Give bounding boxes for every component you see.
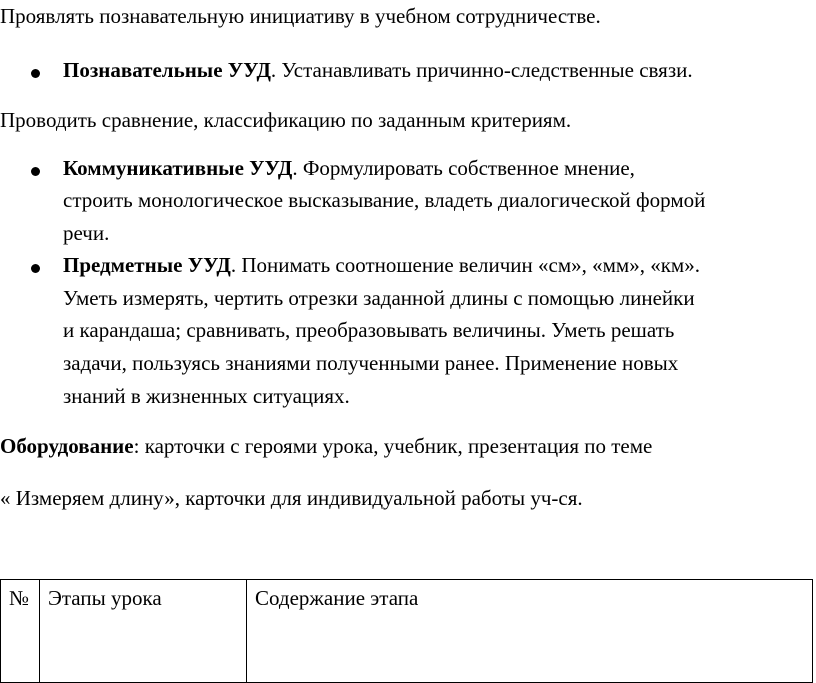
- equipment-line-2: « Измеряем длину», карточки для индивидуальной работы уч-ся.: [0, 486, 583, 510]
- bullet-communicative-title: Коммуникативные УУД: [63, 156, 293, 180]
- bullet-communicative-text-3: речи.: [63, 221, 110, 245]
- bullet-subject-text-5: знаний в жизненных ситуациях.: [63, 384, 350, 408]
- bullet-dot-icon: [31, 69, 40, 78]
- table-header-row: [1, 580, 813, 683]
- bullet-dot-icon: [31, 264, 40, 273]
- bullet-communicative-text-1: . Формулировать собственное мнение,: [292, 156, 635, 180]
- bullet-cognitive: [63, 58, 693, 82]
- equipment-line-1: [0, 434, 652, 458]
- equipment-text-1: : карточки с героями урока, учебник, презентация по теме: [133, 434, 653, 458]
- paragraph-initiative: Проявлять познавательную инициативу в учебном сотрудничестве.: [0, 4, 601, 28]
- bullet-subject-text-4: задачи, пользуясь знаниями полученными ранее. Применение новых: [63, 351, 679, 375]
- bullet-communicative: [63, 156, 635, 180]
- equipment-label: Оборудование: [0, 434, 134, 458]
- header-content: Содержание этапа: [247, 580, 813, 683]
- bullet-cognitive-text: . Устанавливать причинно-следственные связи.: [270, 58, 693, 82]
- lesson-stages-table: [0, 579, 813, 683]
- bullet-cognitive-title: Познавательные УУД: [63, 58, 271, 82]
- bullet-subject-text-2: Уметь измерять, чертить отрезки заданной длины с помощью линейки: [63, 286, 695, 310]
- header-number: №: [1, 580, 40, 683]
- bullet-subject-title: Предметные УУД: [63, 253, 231, 277]
- bullet-subject: [63, 253, 700, 277]
- paragraph-comparison: Проводить сравнение, классификацию по заданным критериям.: [0, 108, 572, 132]
- bullet-dot-icon: [31, 167, 40, 176]
- header-stages: Этапы урока: [40, 580, 247, 683]
- bullet-subject-text-3: и карандаша; сравнивать, преобразовывать величины. Уметь решать: [63, 318, 675, 342]
- bullet-communicative-text-2: строить монологическое высказывание, владеть диалогической формой: [63, 188, 706, 212]
- bullet-subject-text-1: . Понимать соотношение величин «см», «мм», «км».: [230, 253, 700, 277]
